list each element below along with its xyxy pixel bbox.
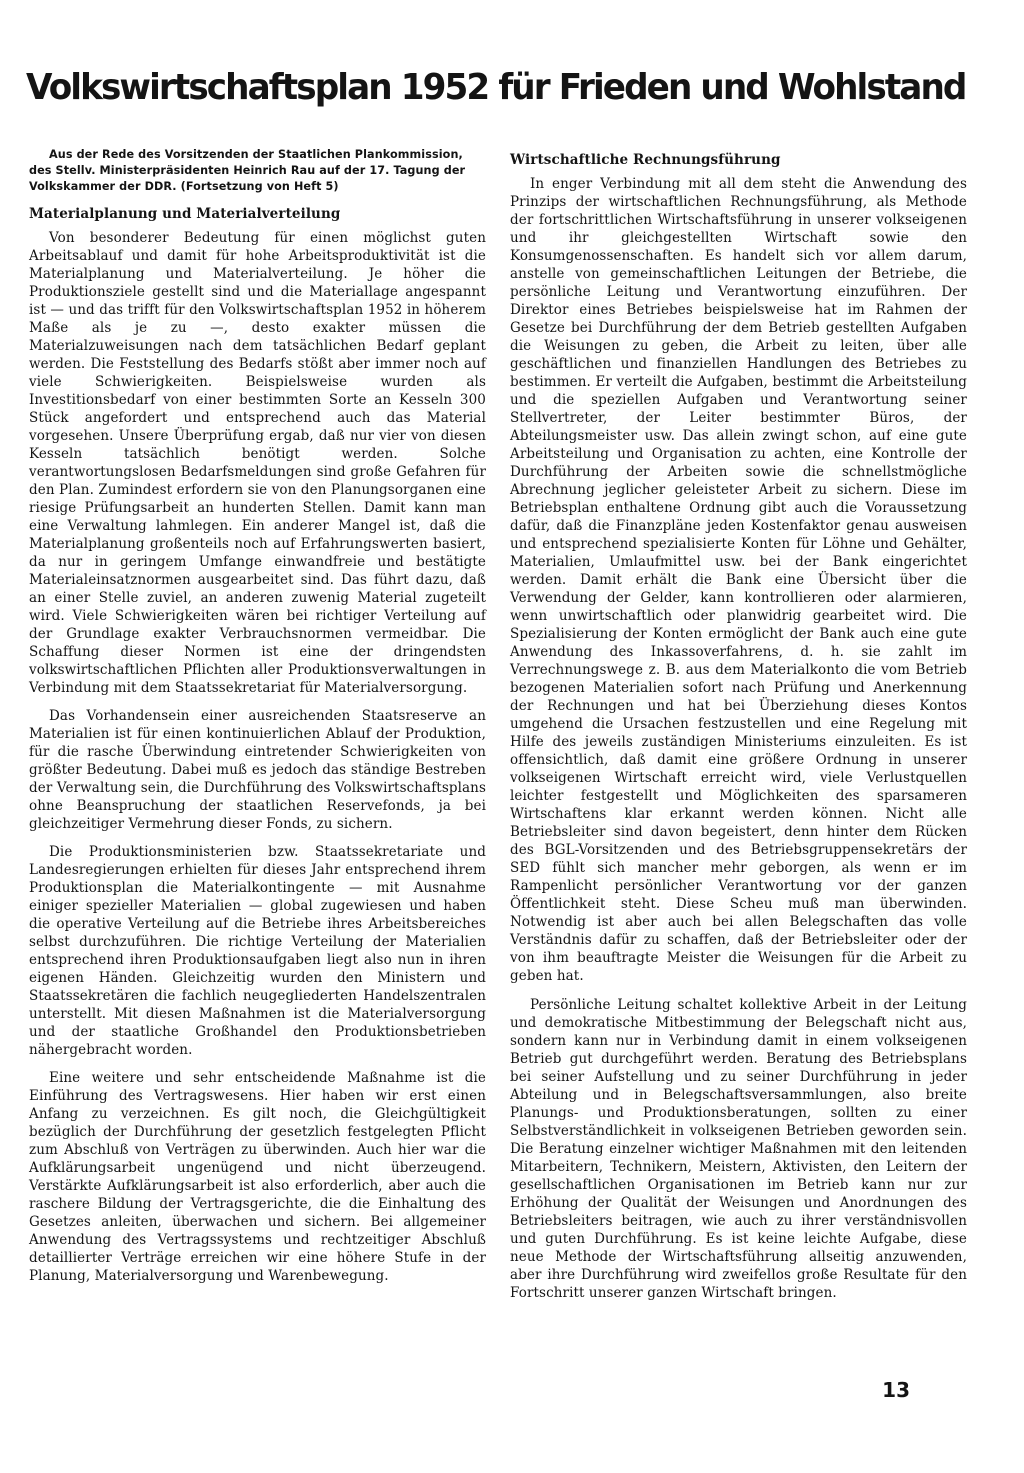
page-number: 13 (882, 1378, 910, 1402)
section-heading-materialplanung: Materialplanung und Materialverteilung (29, 206, 341, 222)
left-column (29, 147, 486, 1295)
paragraph: Eine weitere und sehr entscheidende Maßnahme ist die Einführung des Vertragswesens. Hier haben wir erst einen Anfang zu verzeichnen. Es gilt noch, die Gleichgültigkeit bezüglich der Durchführung der gesetzlich festgelegten Pflicht zum Abschluß von Verträgen zu überwinden. Auch hier war die Aufklärungsarbeit ungenügend und nicht überzeugend. Verstärkte Aufklärungsarbeit ist also erforderlich, aber auch die raschere Bildung der Vertragsgerichte, die die Einhaltung des Gesetzes anleiten, überwachen und sichern. Bei allgemeiner Anwendung des Vertragssystems und rechtzeitiger Abschluß detaillierter Verträge erreichen wir eine höhere Stufe in der Planung, Materialversorgung und Warenbewegung. (29, 1070, 486, 1284)
paragraph: Das Vorhandensein einer ausreichenden Staatsreserve an Materialien ist für einen kontinuierlichen Ablauf der Produktion, für die rasche Überwindung eintretender Schwierigkeiten von größter Bedeutung. Dabei muß es jedoch das ständige Bestreben der Verwaltung sein, die Durchführung des Volkswirtschaftsplans ohne Beanspruchung der staatlichen Reservefonds, ja bei gleichzeitiger Vermehrung dieser Fonds, zu sichern. (29, 708, 486, 832)
paragraph: Von besonderer Bedeutung für einen möglichst guten Arbeitsablauf und damit für hohe Arbeitsproduktivität ist die Materialplanung und Materialverteilung. Je höher die Produktionsziele gestellt sind und die Materiallage angespannt ist — und das trifft für den Volkswirtschaftsplan 1952 in höherem Maße als je zu —, desto exakter müssen die Materialzuweisungen nach dem tatsächlichen Bedarf geplant werden. Die Feststellung des Bedarfs stößt aber immer noch auf viele Schwierigkeiten. Beispielsweise wurden als Investitionsbedarf von einer bestimmten Sorte an Kesseln 300 Stück angefordert und entsprechend auch das Material vorgesehen. Unsere Überprüfung ergab, daß nur vier von diesen Kesseln tatsächlich benötigt werden. Solche verantwortungslosen Bedarfsmeldungen sind große Gefahren für den Plan. Zumindest erfordern sie von den Planungsorganen eine riesige Prüfungsarbeit an hunderten Stellen. Damit kann man eine Verwaltung lahmlegen. Ein anderer Mangel ist, daß die Materialplanung großenteils noch auf Erfahrungswerten basiert, da nur in geringem Umfange einwandfreie und bestätigte Materialeinsatznormen ausgearbeitet sind. Das führt dazu, daß an einer Stelle zuviel, an anderen zuwenig Material zugeteilt wird. Viele Schwierigkeiten wären bei richtiger Verteilung auf der Grundlage exakter Verbrauchsnormen vermeidbar. Die Schaffung dieser Normen ist eine der dringendsten volkswirtschaftlichen Pflichten aller Produktionsverwaltungen in Verbindung mit dem Staatssekretariat für Materialversorgung. (29, 230, 486, 696)
page-title: Volkswirtschaftsplan 1952 für Frieden und Wohlstand (26, 67, 966, 108)
paragraph: Persönliche Leitung schaltet kollektive Arbeit in der Leitung und demokratische Mitbestimmung der Belegschaft nicht aus, sondern kann nur in Verbindung damit in einem volkseigenen Betrieb gut durchgeführt werden. Beratung des Betriebsplans bei seiner Aufstellung und zu seiner Durchführung in jeder Abteilung und in Belegschaftsversammlungen, also breite Planungs- und Produktionsberatungen, sollten zu einer Selbstverständlichkeit in volkseigenen Betrieben geworden sein. Die Beratung einzelner wichtiger Maßnahmen mit den leitenden Mitarbeitern, Technikern, Meistern, Aktivisten, den Leitern der gesellschaftlichen Organisationen im Betrieb kann nur zur Erhöhung der Qualität der Weisungen und Anordnungen des Betriebsleiters beitragen, wie auch zu ihrer verständnisvollen und guten Durchführung. Es ist keine leichte Aufgabe, diese neue Methode der Wirtschaftsführung allseitig anzuwenden, aber ihre Durchführung wird zweifellos große Resultate für den Fortschritt unserer ganzen Wirtschaft bringen. (510, 997, 967, 1301)
paragraph: In enger Verbindung mit all dem steht die Anwendung des Prinzips der wirtschaftlichen Rechnungsführung, als Methode der fortschrittlichen Wirtschaftsführung in unserer volkseigenen und ihr gleichgestellten Wirtschaft sowie den Konsumgenossenschaften. Es handelt sich vor allem darum, anstelle von gemeinschaftlichen Leitungen der Betriebe, die persönliche Leitung und Verantwortung einzuführen. Der Direktor eines Betriebes beispielsweise hat im Rahmen der Gesetze bei Durchführung der dem Betrieb gestellten Aufgaben die Weisungen zu geben, die Arbeit zu leiten, über alle geschäftlichen und finanziellen Handlungen des Betriebes zu bestimmen. Er verteilt die Aufgaben, bestimmt die Arbeitsteilung und die speziellen Aufgaben und Verantwortung seiner Stellvertreter, der Leiter bestimmter Büros, der Abteilungsmeister usw. Das allein zwingt schon, auf eine gute Arbeitsteilung und Organisation zu achten, eine Kontrolle der Durchführung der Arbeiten sowie die schnellstmögliche Abrechnung jeglicher geleisteter Arbeit zu sichern. Diese im Betriebsplan enthaltene Ordnung gibt auch die Voraussetzung dafür, daß die Finanzpläne jeden Kostenfaktor genau ausweisen und entsprechend spezialisierte Konten für Löhne und Gehälter, Materialien, Umlaufmittel usw. bei der Bank eingerichtet werden. Damit erhält die Bank eine Übersicht über die Verwendung der Gelder, kann kontrollieren oder alarmieren, wenn unwirtschaftlich oder planwidrig gearbeitet wird. Die Spezialisierung der Konten ermöglicht der Bank auch eine gute Anwendung des Inkassoverfahrens, d. h. sie zahlt im Verrechnungswege z. B. aus dem Materialkonto die vom Betrieb bezogenen Materialien sofort nach Prüfung und Anerkennung der Rechnungen und hat bei Überziehung dieses Kontos umgehend die Ursachen festzustellen und eine Regelung mit Hilfe des jeweils zuständigen Ministeriums einzuleiten. Es ist offensichtlich, daß damit eine größere Ordnung in unserer volkseigenen Wirtschaft erreicht wird, viele Verlustquellen leichter festgestellt und Möglichkeiten des sparsameren Wirtschaftens klar erkannt werden können. Nicht alle Betriebsleiter sind davon begeistert, denn hinter dem Rücken des BGL-Vorsitzenden und des Betriebsgruppensekretärs der SED fühlt sich mancher mehr geborgen, als wenn er im Rampenlicht persönlicher Verantwortung vor der ganzen Öffentlichkeit steht. Diese Scheu muß man überwinden. Notwendig ist aber auch bei allen Belegschaften das volle Verständnis dafür zu schaffen, daß der Betriebsleiter oder der von ihm beauftragte Meister die Weisungen für die Arbeit zu geben hat. (510, 176, 967, 984)
section-heading-rechnungsfuehrung: Wirtschaftliche Rechnungsführung (510, 152, 781, 168)
right-column (510, 151, 967, 1313)
intro-note: Aus der Rede des Vorsitzenden der Staatlichen Plankommission, des Stellv. Ministerpräsidenten Heinrich Rau auf der 17. Tagung der Volkskammer der DDR. (Fortsetzung von Heft 5) (29, 148, 466, 193)
paragraph: Die Produktionsministerien bzw. Staatssekretariate und Landesregierungen erhielten für dieses Jahr entsprechend ihrem Produktionsplan die Materialkontingente — mit Ausnahme einiger spezieller Materialien — global zugewiesen und haben die operative Verteilung auf die Betriebe ihres Arbeitsbereiches selbst durchzuführen. Die richtige Verteilung der Materialien entsprechend ihren Produktionsaufgaben liegt also nun in ihren eigenen Händen. Gleichzeitig wurden den Ministern und Staatssekretären die fachlich neugegliederten Handelszentralen unterstellt. Mit diesen Maßnahmen ist die Materialversorgung und der staatliche Großhandel den Produktionsbetrieben nähergebracht worden. (29, 844, 486, 1058)
